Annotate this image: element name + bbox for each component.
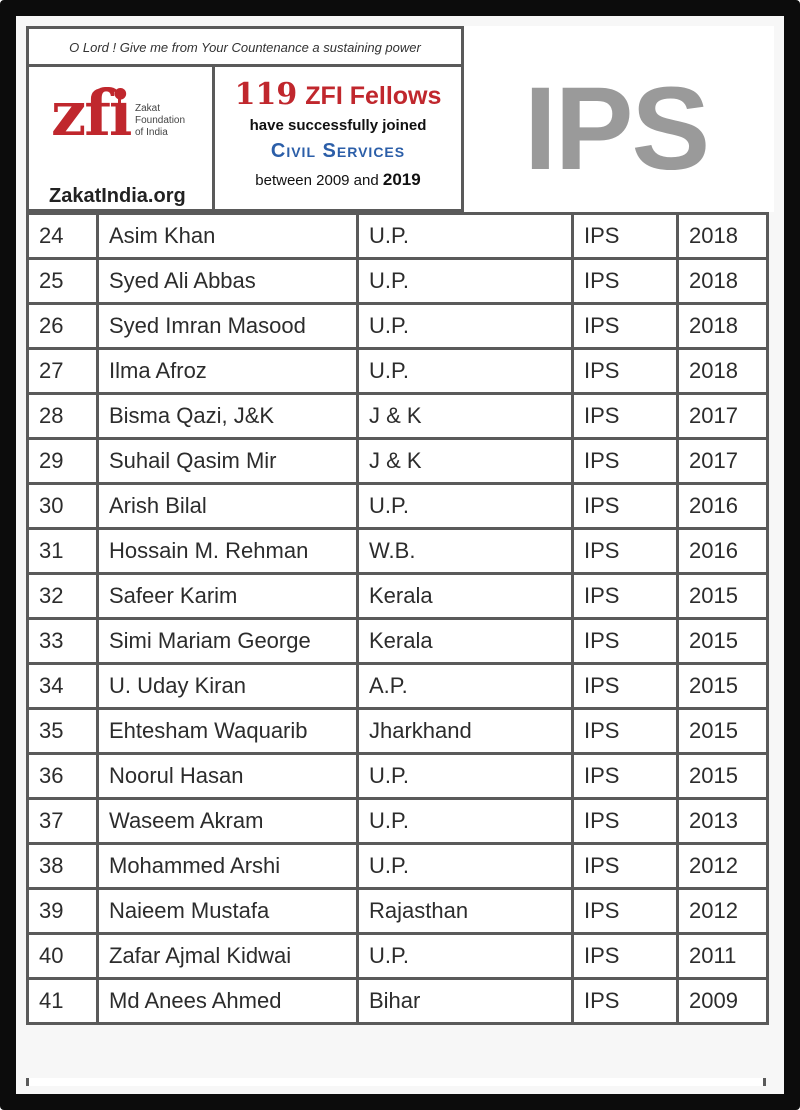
service-cell: IPS bbox=[573, 439, 678, 484]
service-cell: IPS bbox=[573, 754, 678, 799]
motto-text: O Lord ! Give me from Your Countenance a sustaining power bbox=[29, 29, 461, 67]
claim-end-year: 2019 bbox=[382, 170, 421, 189]
serial-number-cell: 38 bbox=[28, 844, 98, 889]
table-row bbox=[28, 214, 768, 259]
fellows-table bbox=[26, 212, 769, 1025]
service-cell: IPS bbox=[573, 709, 678, 754]
table-row bbox=[28, 394, 768, 439]
year-cell: 2015 bbox=[678, 754, 768, 799]
serial-number-cell: 36 bbox=[28, 754, 98, 799]
service-cell: IPS bbox=[573, 889, 678, 934]
state-cell: U.P. bbox=[358, 304, 573, 349]
serial-number-cell: 39 bbox=[28, 889, 98, 934]
table-row bbox=[28, 709, 768, 754]
state-cell: U.P. bbox=[358, 934, 573, 979]
name-cell: Syed Ali Abbas bbox=[98, 259, 358, 304]
name-cell: Md Anees Ahmed bbox=[98, 979, 358, 1024]
table-row bbox=[28, 754, 768, 799]
table-continuation bbox=[26, 1078, 766, 1086]
fellows-count: 119 bbox=[234, 77, 298, 112]
serial-number-cell: 29 bbox=[28, 439, 98, 484]
table-row bbox=[28, 799, 768, 844]
name-cell: Syed Imran Masood bbox=[98, 304, 358, 349]
header-banner bbox=[26, 26, 464, 212]
state-cell: Jharkhand bbox=[358, 709, 573, 754]
serial-number-cell: 30 bbox=[28, 484, 98, 529]
service-cell: IPS bbox=[573, 394, 678, 439]
name-cell: Asim Khan bbox=[98, 214, 358, 259]
zfi-arch-icon bbox=[93, 87, 121, 104]
zfi-sub-line: Zakat bbox=[135, 103, 161, 114]
year-cell: 2016 bbox=[678, 484, 768, 529]
year-cell: 2018 bbox=[678, 349, 768, 394]
state-cell: J & K bbox=[358, 394, 573, 439]
serial-number-cell: 28 bbox=[28, 394, 98, 439]
state-cell: A.P. bbox=[358, 664, 573, 709]
fellows-claim bbox=[215, 67, 461, 212]
service-title: IPS bbox=[524, 63, 709, 195]
zfi-sub-line: of India bbox=[135, 127, 168, 138]
table-row bbox=[28, 574, 768, 619]
table-row bbox=[28, 484, 768, 529]
state-cell: Kerala bbox=[358, 619, 573, 664]
name-cell: U. Uday Kiran bbox=[98, 664, 358, 709]
name-cell: Naieem Mustafa bbox=[98, 889, 358, 934]
zfi-logo bbox=[29, 67, 215, 212]
serial-number-cell: 32 bbox=[28, 574, 98, 619]
state-cell: U.P. bbox=[358, 754, 573, 799]
service-cell: IPS bbox=[573, 529, 678, 574]
serial-number-cell: 34 bbox=[28, 664, 98, 709]
year-cell: 2013 bbox=[678, 799, 768, 844]
year-cell: 2017 bbox=[678, 439, 768, 484]
website-url: ZakatIndia.org bbox=[49, 185, 186, 207]
table-row bbox=[28, 439, 768, 484]
service-cell: IPS bbox=[573, 484, 678, 529]
claim-line-4 bbox=[215, 170, 461, 190]
service-cell: IPS bbox=[573, 574, 678, 619]
state-cell: Rajasthan bbox=[358, 889, 573, 934]
name-cell: Suhail Qasim Mir bbox=[98, 439, 358, 484]
state-cell: U.P. bbox=[358, 799, 573, 844]
service-cell: IPS bbox=[573, 349, 678, 394]
serial-number-cell: 37 bbox=[28, 799, 98, 844]
year-cell: 2011 bbox=[678, 934, 768, 979]
service-cell: IPS bbox=[573, 214, 678, 259]
name-cell: Waseem Akram bbox=[98, 799, 358, 844]
year-cell: 2012 bbox=[678, 844, 768, 889]
table-row bbox=[28, 529, 768, 574]
serial-number-cell: 26 bbox=[28, 304, 98, 349]
year-cell: 2018 bbox=[678, 214, 768, 259]
year-cell: 2018 bbox=[678, 304, 768, 349]
serial-number-cell: 24 bbox=[28, 214, 98, 259]
state-cell: U.P. bbox=[358, 259, 573, 304]
name-cell: Hossain M. Rehman bbox=[98, 529, 358, 574]
state-cell: U.P. bbox=[358, 844, 573, 889]
service-cell: IPS bbox=[573, 259, 678, 304]
year-cell: 2009 bbox=[678, 979, 768, 1024]
state-cell: U.P. bbox=[358, 349, 573, 394]
table-row bbox=[28, 304, 768, 349]
year-cell: 2015 bbox=[678, 619, 768, 664]
serial-number-cell: 33 bbox=[28, 619, 98, 664]
service-title-box bbox=[464, 26, 774, 212]
state-cell: W.B. bbox=[358, 529, 573, 574]
year-cell: 2017 bbox=[678, 394, 768, 439]
claim-period: between 2009 and bbox=[255, 172, 379, 189]
table-row bbox=[28, 619, 768, 664]
table-row bbox=[28, 934, 768, 979]
service-cell: IPS bbox=[573, 304, 678, 349]
name-cell: Zafar Ajmal Kidwai bbox=[98, 934, 358, 979]
service-cell: IPS bbox=[573, 799, 678, 844]
serial-number-cell: 31 bbox=[28, 529, 98, 574]
table-row bbox=[28, 349, 768, 394]
name-cell: Arish Bilal bbox=[98, 484, 358, 529]
fellows-label: ZFI Fellows bbox=[305, 82, 442, 110]
serial-number-cell: 27 bbox=[28, 349, 98, 394]
service-cell: IPS bbox=[573, 844, 678, 889]
claim-line-3: Civil Services bbox=[270, 140, 406, 162]
state-cell: U.P. bbox=[358, 484, 573, 529]
fellows-table-body bbox=[28, 214, 768, 1024]
service-cell: IPS bbox=[573, 934, 678, 979]
service-cell: IPS bbox=[573, 619, 678, 664]
zfi-logo-subtitle bbox=[135, 103, 185, 139]
state-cell: J & K bbox=[358, 439, 573, 484]
state-cell: Kerala bbox=[358, 574, 573, 619]
service-cell: IPS bbox=[573, 664, 678, 709]
serial-number-cell: 25 bbox=[28, 259, 98, 304]
table-row bbox=[28, 889, 768, 934]
name-cell: Ilma Afroz bbox=[98, 349, 358, 394]
zfi-sub-line: Foundation bbox=[135, 115, 186, 126]
claim-headline bbox=[215, 77, 461, 112]
service-cell: IPS bbox=[573, 979, 678, 1024]
year-cell: 2015 bbox=[678, 574, 768, 619]
serial-number-cell: 35 bbox=[28, 709, 98, 754]
name-cell: Bisma Qazi, J&K bbox=[98, 394, 358, 439]
state-cell: Bihar bbox=[358, 979, 573, 1024]
table-row bbox=[28, 259, 768, 304]
name-cell: Noorul Hasan bbox=[98, 754, 358, 799]
name-cell: Ehtesham Waquarib bbox=[98, 709, 358, 754]
name-cell: Mohammed Arshi bbox=[98, 844, 358, 889]
year-cell: 2012 bbox=[678, 889, 768, 934]
zfi-logo-mark: zfi bbox=[51, 77, 131, 150]
year-cell: 2016 bbox=[678, 529, 768, 574]
year-cell: 2015 bbox=[678, 709, 768, 754]
name-cell: Safeer Karim bbox=[98, 574, 358, 619]
table-row bbox=[28, 844, 768, 889]
year-cell: 2015 bbox=[678, 664, 768, 709]
table-row bbox=[28, 664, 768, 709]
table-row bbox=[28, 979, 768, 1024]
name-cell: Simi Mariam George bbox=[98, 619, 358, 664]
claim-line-2: have successfully joined bbox=[249, 117, 427, 134]
state-cell: U.P. bbox=[358, 214, 573, 259]
serial-number-cell: 40 bbox=[28, 934, 98, 979]
year-cell: 2018 bbox=[678, 259, 768, 304]
serial-number-cell: 41 bbox=[28, 979, 98, 1024]
